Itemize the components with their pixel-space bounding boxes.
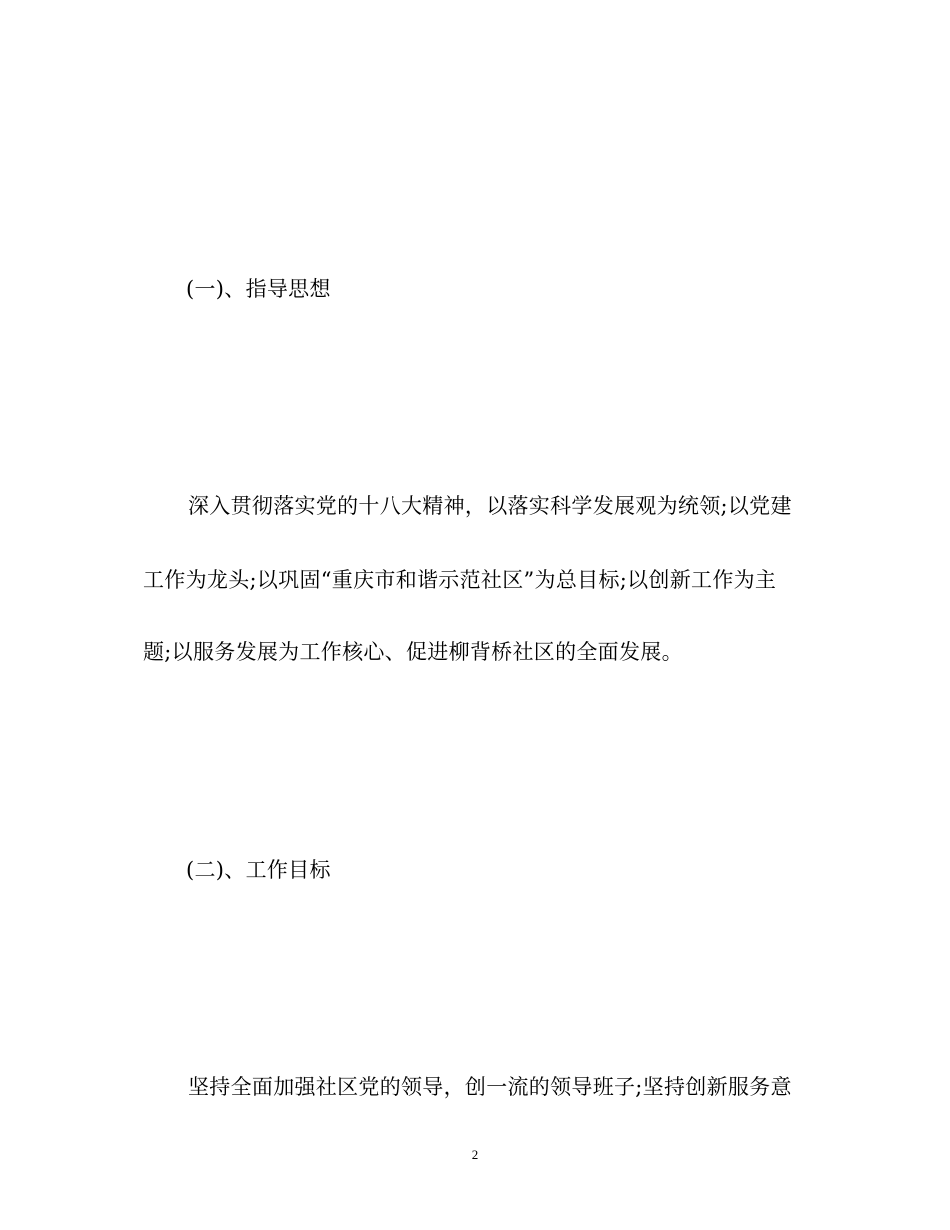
paragraph-line: 深入贯彻落实党的十八大精神，以落实科学发展观为统领;以党建 [188, 494, 792, 518]
paragraph-line: 题;以服务发展为工作核心、促进柳背桥社区的全面发展。 [143, 640, 683, 664]
paragraph-line: 坚持全面加强社区党的领导，创一流的领导班子;坚持创新服务意 [188, 1075, 792, 1099]
section-heading-work-goals: (二)、工作目标 [186, 858, 331, 882]
paragraph-line: 工作为龙头;以巩固“重庆市和谐示范社区”为总目标;以创新工作为主 [143, 568, 777, 592]
section-heading-guiding-ideology: (一)、指导思想 [186, 277, 331, 301]
page-number: 2 [471, 1147, 479, 1162]
